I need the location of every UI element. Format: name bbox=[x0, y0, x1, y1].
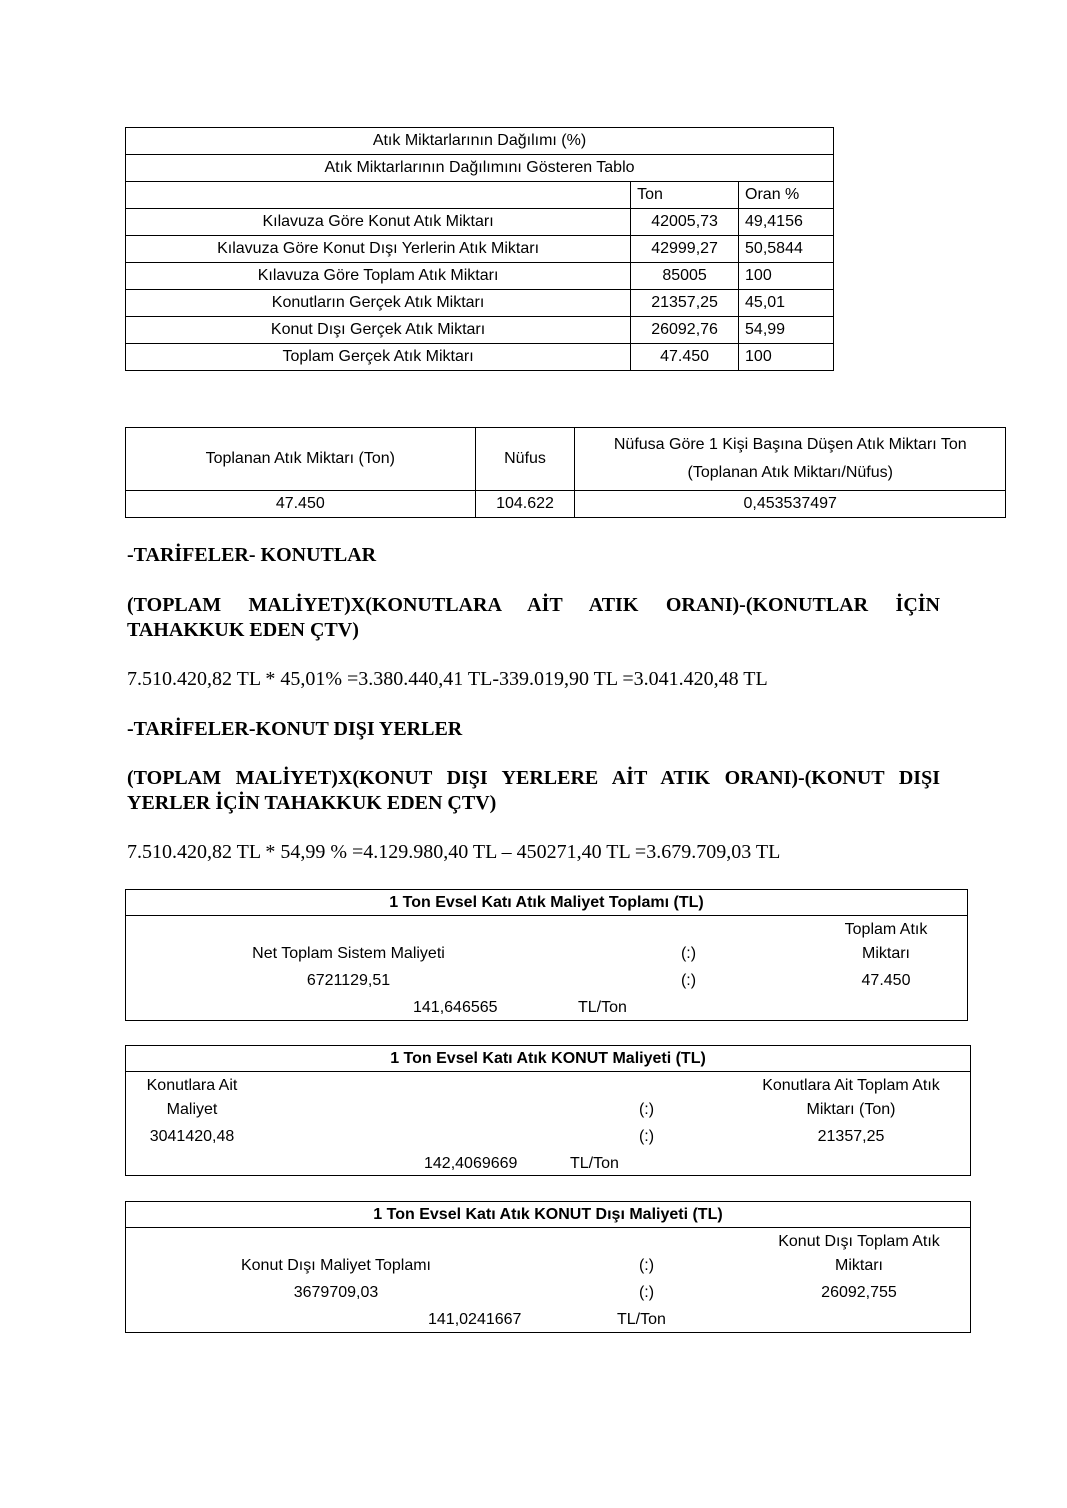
result-value: 141,646565 bbox=[413, 999, 498, 1016]
residential-cost-value: 3041420,48 bbox=[149, 1128, 235, 1145]
formula-konut-disi-line2: YERLER İÇİN TAHAKKUK EDEN ÇTV) bbox=[127, 792, 497, 814]
row-oran: 50,5844 bbox=[739, 236, 834, 263]
table-title: Atık Miktarlarının Dağılımı (%) bbox=[126, 128, 834, 155]
residential-waste-label-line2: Miktarı (Ton) bbox=[806, 1101, 896, 1118]
header-per-capita bbox=[575, 428, 1006, 491]
calculation-konutlar: 7.510.420,82 TL * 45,01% =3.380.440,41 TL-339.019,90 TL =3.041.420,48 TL bbox=[127, 668, 768, 690]
total-cost-per-ton-box bbox=[125, 889, 968, 1021]
divide-sign: (:) bbox=[638, 1257, 655, 1274]
column-header-ton: Ton bbox=[631, 182, 739, 209]
table-row bbox=[126, 290, 834, 317]
row-label: Kılavuza Göre Konut Dışı Yerlerin Atık Miktarı bbox=[126, 236, 631, 263]
row-oran: 100 bbox=[739, 263, 834, 290]
residential-cost-label-line2: Maliyet bbox=[166, 1101, 218, 1118]
total-waste-label-line2: Miktarı bbox=[862, 945, 910, 962]
divide-sign: (:) bbox=[680, 945, 697, 962]
row-label: Konutların Gerçek Atık Miktarı bbox=[126, 290, 631, 317]
net-system-cost-label: Net Toplam Sistem Maliyeti bbox=[252, 945, 445, 962]
non-residential-cost-per-ton-box bbox=[125, 1201, 971, 1333]
non-residential-waste-value: 26092,755 bbox=[821, 1284, 897, 1301]
row-ton: 21357,25 bbox=[631, 290, 739, 317]
divide-sign: (:) bbox=[638, 1284, 655, 1301]
row-oran: 100 bbox=[739, 344, 834, 371]
residential-cost-per-ton-box bbox=[125, 1045, 971, 1176]
column-header-oran: Oran % bbox=[739, 182, 834, 209]
table-subtitle: Atık Miktarlarının Dağılımını Gösteren Tablo bbox=[126, 155, 834, 182]
value-per-capita: 0,453537497 bbox=[575, 491, 1006, 518]
header-per-capita-line1: Nüfusa Göre 1 Kişi Başına Düşen Atık Miktarı Ton bbox=[613, 436, 967, 453]
divide-sign: (:) bbox=[638, 1128, 655, 1145]
row-label: Toplam Gerçek Atık Miktarı bbox=[126, 344, 631, 371]
non-residential-cost-label: Konut Dışı Maliyet Toplamı bbox=[240, 1257, 431, 1274]
header-per-capita-line2: (Toplanan Atık Miktarı/Nüfus) bbox=[687, 464, 893, 481]
value-collected-waste: 47.450 bbox=[126, 491, 476, 518]
result-unit: TL/Ton bbox=[570, 1155, 619, 1172]
table-row bbox=[126, 236, 834, 263]
table-row bbox=[126, 263, 834, 290]
formula-konutlar-line2: TAHAKKUK EDEN ÇTV) bbox=[127, 619, 359, 641]
net-system-cost-value: 6721129,51 bbox=[306, 972, 391, 989]
row-ton: 42005,73 bbox=[631, 209, 739, 236]
row-oran: 49,4156 bbox=[739, 209, 834, 236]
row-ton: 42999,27 bbox=[631, 236, 739, 263]
box-title: 1 Ton Evsel Katı Atık KONUT Maliyeti (TL) bbox=[126, 1046, 970, 1072]
divide-sign: (:) bbox=[638, 1101, 655, 1118]
formula-konutlar-line1: (TOPLAM MALİYET)X(KONUTLARA AİT ATIK ORANI)-(KONUTLAR İÇİN bbox=[127, 594, 940, 616]
row-oran: 45,01 bbox=[739, 290, 834, 317]
residential-waste-value: 21357,25 bbox=[817, 1128, 885, 1145]
non-residential-waste-label-line2: Miktarı bbox=[835, 1257, 883, 1274]
row-label: Konut Dışı Gerçek Atık Miktarı bbox=[126, 317, 631, 344]
non-residential-cost-value: 3679709,03 bbox=[293, 1284, 379, 1301]
table-row bbox=[126, 317, 834, 344]
divide-sign: (:) bbox=[680, 972, 697, 989]
box-title: 1 Ton Evsel Katı Atık KONUT Dışı Maliyeti (TL) bbox=[126, 1202, 970, 1228]
header-collected-waste: Toplanan Atık Miktarı (Ton) bbox=[126, 428, 476, 491]
section-heading-konut-disi: -TARİFELER-KONUT DIŞI YERLER bbox=[127, 718, 463, 740]
non-residential-waste-label-line1: Konut Dışı Toplam Atık bbox=[778, 1233, 940, 1250]
residential-cost-label-line1: Konutlara Ait bbox=[146, 1077, 238, 1094]
section-heading-konutlar: -TARİFELER- KONUTLAR bbox=[127, 544, 377, 566]
row-oran: 54,99 bbox=[739, 317, 834, 344]
result-unit: TL/Ton bbox=[617, 1311, 666, 1328]
waste-distribution-table bbox=[125, 127, 834, 371]
residential-waste-label-line1: Konutlara Ait Toplam Atık bbox=[762, 1077, 940, 1094]
table-row bbox=[126, 344, 834, 371]
formula-konut-disi-line1: (TOPLAM MALİYET)X(KONUT DIŞI YERLERE AİT ATIK ORANI)-(KONUT DIŞI bbox=[127, 767, 940, 789]
row-ton: 26092,76 bbox=[631, 317, 739, 344]
total-waste-label-line1: Toplam Atık bbox=[844, 921, 928, 938]
header-population: Nüfus bbox=[475, 428, 575, 491]
total-waste-value: 47.450 bbox=[861, 972, 911, 989]
result-value: 142,4069669 bbox=[424, 1155, 518, 1172]
row-label: Kılavuza Göre Toplam Atık Miktarı bbox=[126, 263, 631, 290]
row-label: Kılavuza Göre Konut Atık Miktarı bbox=[126, 209, 631, 236]
result-value: 141,0241667 bbox=[428, 1311, 522, 1328]
per-capita-waste-table bbox=[125, 427, 1006, 518]
calculation-konut-disi: 7.510.420,82 TL * 54,99 % =4.129.980,40 TL – 450271,40 TL =3.679.709,03 TL bbox=[127, 841, 781, 863]
result-unit: TL/Ton bbox=[578, 999, 627, 1016]
value-population: 104.622 bbox=[475, 491, 575, 518]
row-ton: 47.450 bbox=[631, 344, 739, 371]
header-blank-cell bbox=[126, 182, 631, 209]
row-ton: 85005 bbox=[631, 263, 739, 290]
table-row bbox=[126, 209, 834, 236]
box-title: 1 Ton Evsel Katı Atık Maliyet Toplamı (TL) bbox=[126, 890, 967, 916]
